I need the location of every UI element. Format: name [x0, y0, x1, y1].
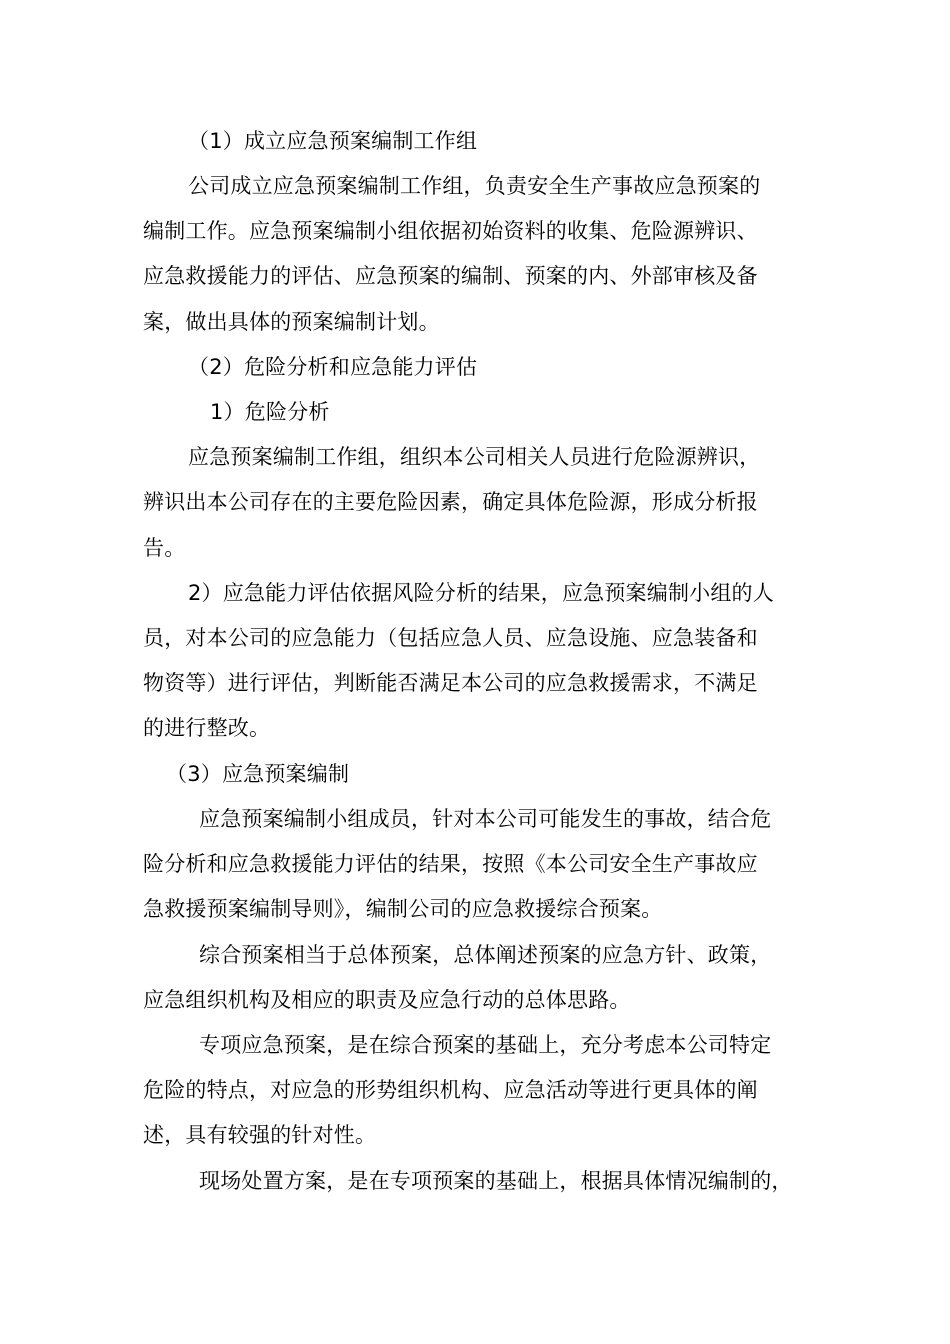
paragraph-line: 公司成立应急预案编制工作组，负责安全生产事故应急预案的 — [188, 174, 761, 198]
paragraph-line: 编制工作。应急预案编制小组依据初始资料的收集、危险源辨识、 — [143, 219, 758, 243]
heading-3: （3）应急预案编制 — [166, 762, 350, 786]
heading-2: （2）危险分析和应急能力评估 — [188, 355, 478, 379]
paragraph-line: 应急预案编制小组成员，针对本公司可能发生的事故，结合危 — [199, 807, 772, 831]
paragraph-line: 危险的特点，对应急的形势组织机构、应急活动等进行更具体的阐 — [143, 1078, 758, 1102]
paragraph-line: 的进行整改。 — [143, 716, 271, 740]
paragraph-line: 辨识出本公司存在的主要危险因素，确定具体危险源，形成分析报 — [143, 490, 758, 514]
heading-1: （1）成立应急预案编制工作组 — [188, 129, 478, 153]
paragraph-line: 综合预案相当于总体预案，总体阐述预案的应急方针、政策， — [199, 943, 772, 967]
paragraph-line: 现场处置方案，是在专项预案的基础上，根据具体情况编制的， — [199, 1169, 793, 1193]
paragraph-line: 述，具有较强的针对性。 — [143, 1123, 377, 1147]
paragraph-line: 员，对本公司的应急能力（包括应急人员、应急设施、应急装备和 — [143, 626, 758, 650]
paragraph-line: 案，做出具体的预案编制计划。 — [143, 310, 440, 334]
paragraph-line: 应急救援能力的评估、应急预案的编制、预案的内、外部审核及备 — [143, 264, 758, 288]
subheading-1: 1）危险分析 — [210, 400, 330, 424]
paragraph-line: 应急预案编制工作组，组织本公司相关人员进行危险源辨识， — [188, 445, 761, 469]
paragraph-line: 专项应急预案，是在综合预案的基础上，充分考虑本公司特定 — [199, 1033, 772, 1057]
paragraph-line: 告。 — [143, 536, 186, 560]
paragraph-line: 急救援预案编制导则》，编制公司的应急救援综合预案。 — [143, 897, 663, 921]
paragraph-line: 险分析和应急救援能力评估的结果，按照《本公司安全生产事故应 — [143, 852, 758, 876]
paragraph-line: 应急组织机构及相应的职责及应急行动的总体思路。 — [143, 988, 631, 1012]
paragraph-line: 2）应急能力评估依据风险分析的结果，应急预案编制小组的人 — [188, 581, 774, 605]
paragraph-line: 物资等）进行评估，判断能否满足本公司的应急救援需求，不满足 — [143, 671, 758, 695]
